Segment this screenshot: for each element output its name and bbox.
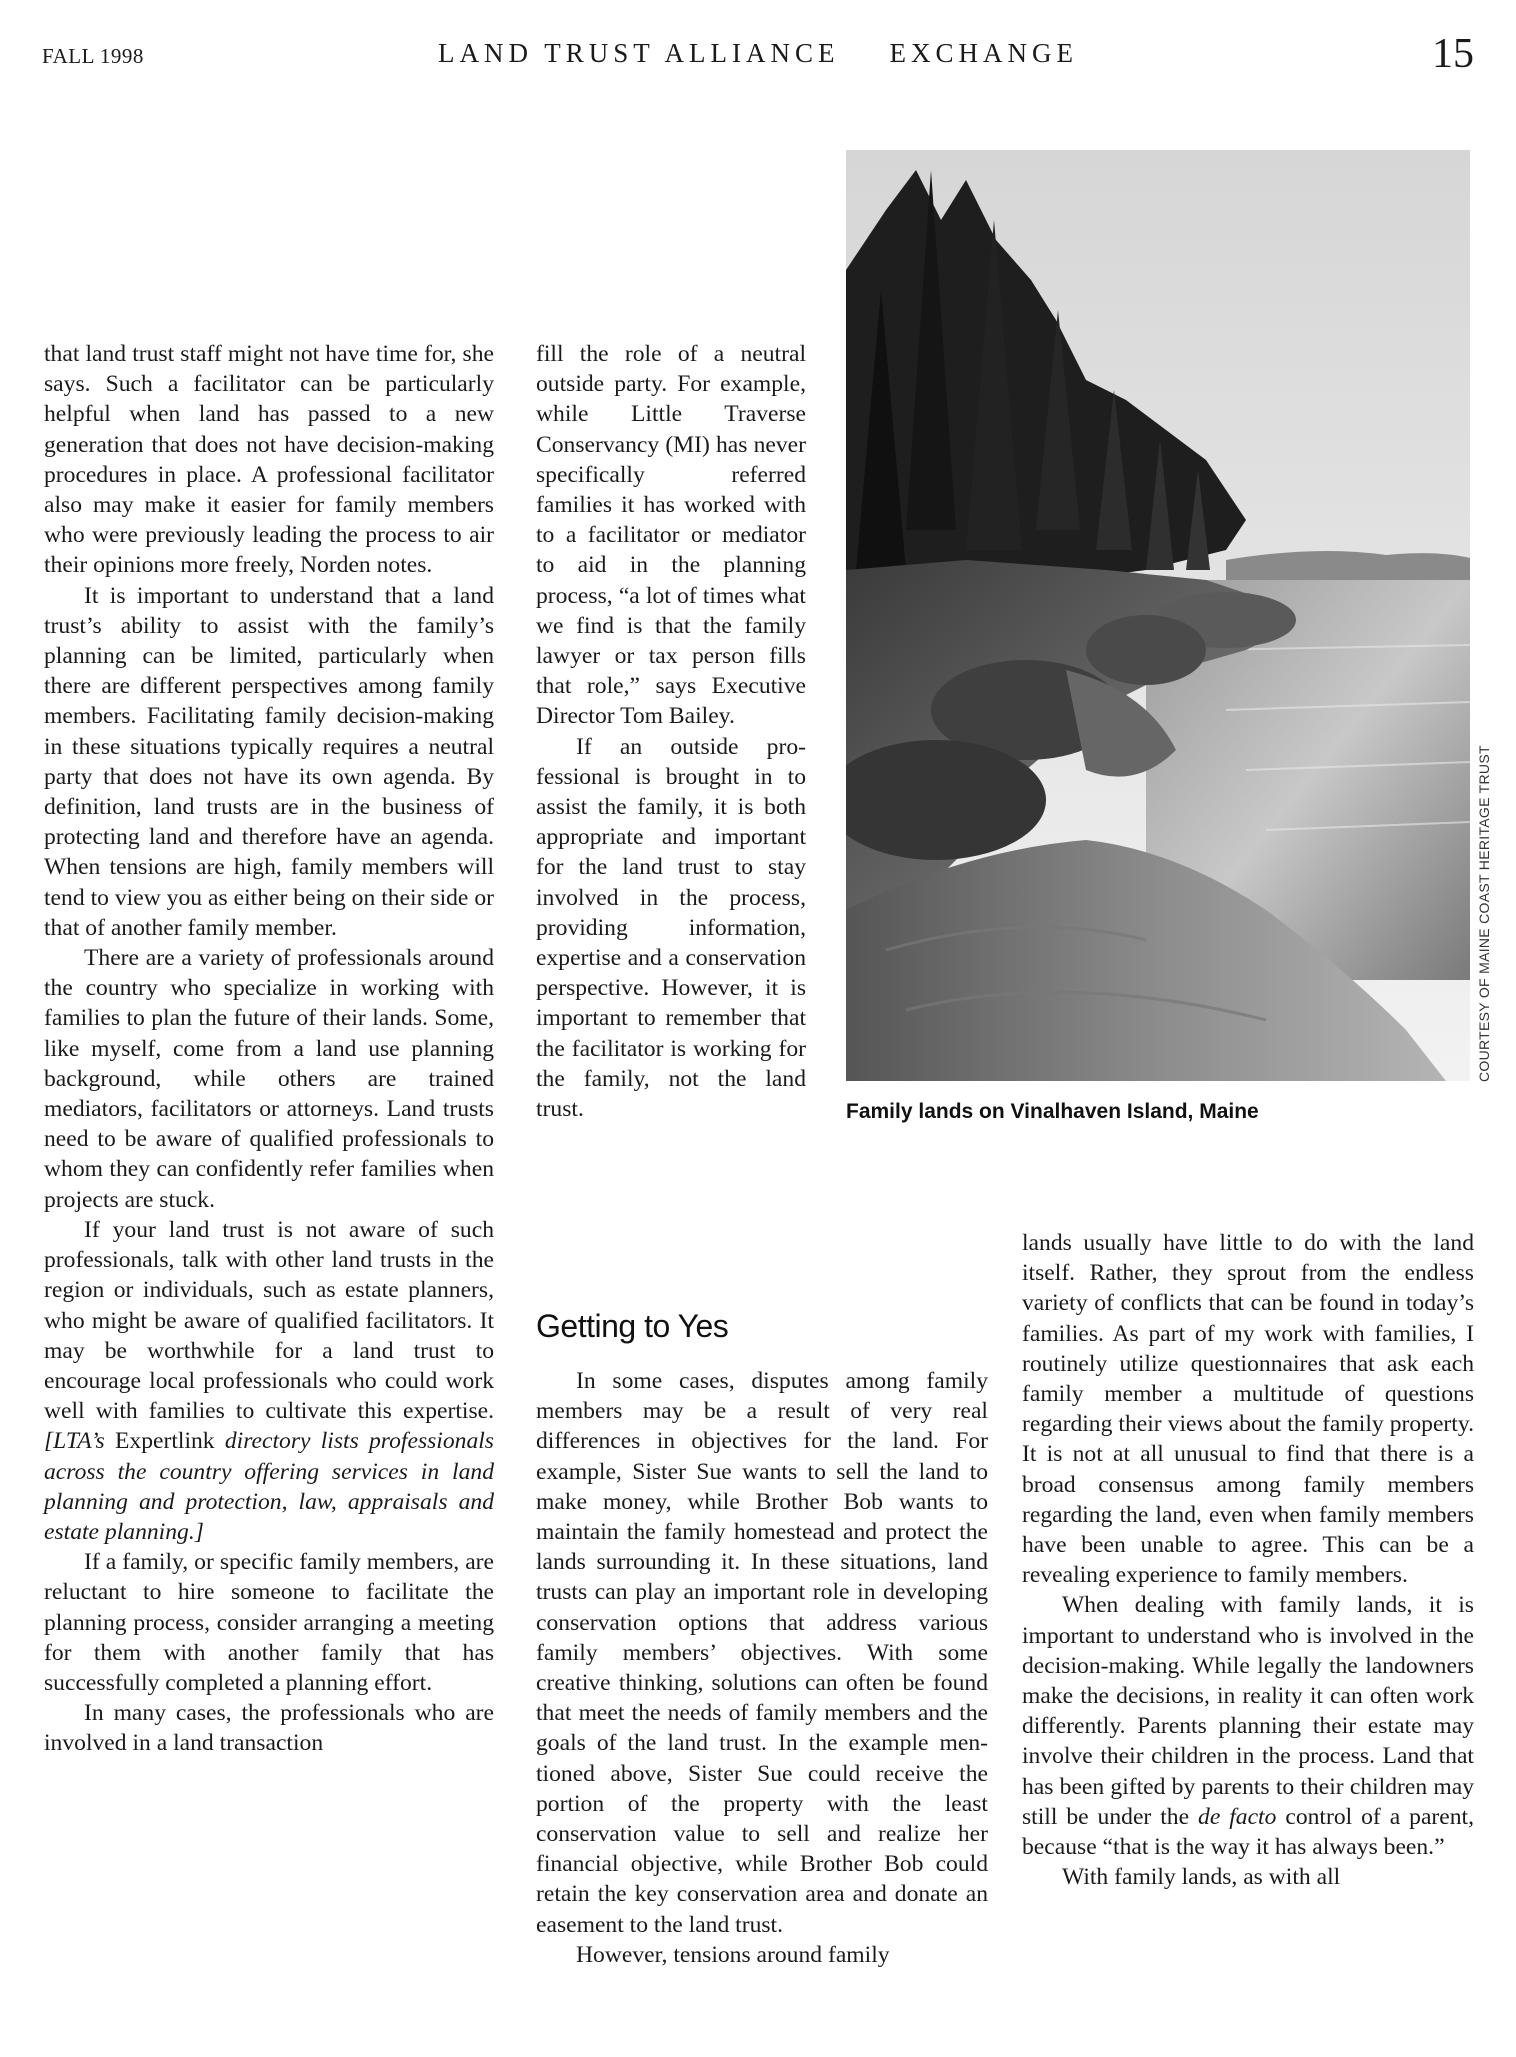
paragraph: It is important to understand that a land trust’s ability to assist with the family’s planning can be limited, particularly when there are different perspectives among family members. Facilitating family decision-making in these situations typically requires a neutral party that does not have its own agenda. By definition, land trusts are in the business of protecting land and therefore have an agenda. When tensions are high, family members will tend to view you as either being on their side or that of another family member. (44, 582, 494, 941)
paragraph (1022, 1590, 1474, 1862)
paragraph: With family lands, as with all (1062, 1864, 1341, 1891)
paragraph: If a family, or specific family members, are reluctant to hire someone to facilitate the planning process, consider arranging a meeting for them with another family that has successfully completed a planning effort. (44, 1549, 494, 1696)
paragraph: that land trust staff might not have time for, she says. Such a facilitator can be particularly helpful when land has passed to a new generation that does not have decision-making procedures in place. A professional facilitator also may make it easier for family members who were previously leading the process to air their opinions more freely, Norden notes. (44, 341, 494, 579)
section-heading: Getting to Yes (536, 1308, 729, 1344)
publication-title-right: EXCHANGE (889, 38, 1078, 68)
italic-term: de facto (1198, 1803, 1277, 1830)
paragraph: In many cases, the professionals who are involved in a land transaction (44, 1700, 494, 1757)
paragraph: fill the role of a neutral outside party. For example, while Little Traverse Conservancy (MI) has never specifically referred families it has worked with to a facilitator or mediator to aid in the planning process, “a lot of times what we find is that the family lawyer or tax person fills that role,” says Executive Director Tom Bailey. (536, 341, 806, 730)
article-column-2-lower (536, 1308, 988, 1970)
publication-title (42, 38, 1474, 69)
paragraph-text: control of a parent, because “that is the way it has always been.” (1022, 1803, 1474, 1861)
coastline-photo-illustration (846, 150, 1470, 1081)
article-column-3 (1022, 1228, 1474, 1892)
photo-caption: Family lands on Vinalhaven Island, Maine (846, 1100, 1259, 1123)
expertlink-name: Expertlink (115, 1428, 215, 1455)
coastline-photo (846, 150, 1470, 1081)
page-number: 15 (1432, 31, 1474, 77)
paragraph: lands usually have little to do with the land itself. Rather, they sprout from the endless variety of conflicts that can be found in today’s families. As part of my work with families, I routinely utilize questionnaires that ask each family member a multitude of questions regarding their views about the family property. It is not at all unusual to find that there is a broad consensus among family members regarding the land, even when family members have been unable to agree. This can be a revealing experience to family members. (1022, 1230, 1474, 1589)
article-column-2 (536, 339, 806, 1124)
paragraph: There are a variety of professionals around the country who specialize in working with families to plan the future of their lands. Some, like myself, come from a land use planning background, while others are trained mediators, facilitators or attorneys. Land trusts need to be aware of qualified professionals to whom they can confidently refer families when projects are stuck. (44, 945, 494, 1213)
article-column-1 (44, 339, 494, 1759)
photo-credit: COURTESY OF MAINE COAST HERITAGE TRUST (1476, 745, 1492, 1082)
paragraph: In some cases, disputes among family members may be a result of very real differences in objectives for the land. For example, Sister Sue wants to sell the land to make money, while Brother Bob wants to maintain the family homestead and protect the lands surrounding it. In these situations, land trusts can play an important role in developing conservation options that address various family members’ objectives. With some creative thinking, solutions can often be found that meet the needs of family members and the goals of the land trust. In the example mentioned above, Sister Sue could receive the portion of the property with the least conservation value to sell and realize her financial objective, while Brother Bob could retain the key conservation area and donate an easement to the land trust. (536, 1368, 988, 1938)
paragraph-text: When dealing with family lands, it is important to understand who is involved in the decision-making. While legally the landowners make the decisions, in reality it can often work differently. Parents planning their estate may involve their children in the process. Land that has been gifted by parents to their children may still be under the (1022, 1592, 1474, 1830)
paragraph: However, tensions around family (576, 1941, 890, 1968)
issue-date: FALL 1998 (42, 44, 144, 68)
editor-note-italic: directory lists professionals across the country offering services in land planning and protection, law, appraisals and estate planning.] (44, 1428, 494, 1545)
paragraph (44, 1215, 494, 1547)
page-header (42, 30, 1474, 80)
publication-title-left: LAND TRUST ALLIANCE (437, 38, 840, 68)
paragraph: If an outside professional is brought in to assist the family, it is both appropriate and important for the land trust to stay involved in the process, providing information, expertise and a conservation perspective. However, it is important to remember that the facilitator is working for the family, not the land trust. (536, 733, 806, 1123)
editor-note-italic: [LTA’s (44, 1428, 105, 1455)
paragraph-text: If your land trust is not aware of such professionals, talk with other land trusts in the region or individuals, such as estate planners, who might be aware of qualified facilitators. It may be worthwhile for a land trust to encourage local professionals who could work well with families to cultivate this expertise. (44, 1216, 494, 1425)
